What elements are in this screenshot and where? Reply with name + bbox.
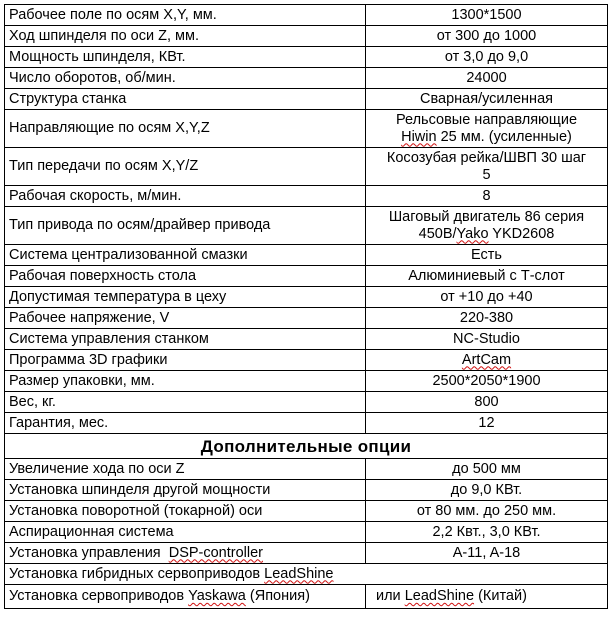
option-value-text: или (376, 588, 405, 604)
spec-value (366, 207, 608, 245)
spec-value-line: Рельсовые направляющие (395, 111, 578, 128)
spec-value: 800 (366, 392, 608, 413)
spec-name: Размер упаковки, мм. (5, 371, 366, 392)
spec-row-structure (5, 89, 608, 110)
spec-name: Ход шпинделя по оси Z, мм. (5, 26, 366, 47)
spec-value: от 3,0 до 9,0 (366, 47, 608, 68)
spec-row-lubrication (5, 245, 608, 266)
spec-name: Программа 3D графики (5, 350, 366, 371)
options-heading-row (5, 434, 608, 459)
spec-value-line: 25 мм. (усиленные) (436, 128, 572, 145)
spec-row-spindle-power (5, 47, 608, 68)
option-value: до 9,0 КВт. (366, 480, 608, 501)
spec-name: Гарантия, мес. (5, 413, 366, 434)
software-name: ArtCam (461, 351, 512, 368)
spec-value: от 300 до 1000 (366, 26, 608, 47)
spec-name: Система централизованной смазки (5, 245, 366, 266)
spec-value: Алюминиевый с Т-слот (366, 266, 608, 287)
spec-row-weight (5, 392, 608, 413)
option-name: Аспирационная система (5, 522, 366, 543)
spec-name: Направляющие по осям X,Y,Z (5, 110, 366, 148)
spec-name: Система управления станком (5, 329, 366, 350)
option-value: от 80 мм. до 250 мм. (366, 501, 608, 522)
specifications-table (4, 4, 608, 609)
spec-value: 2500*2050*1900 (366, 371, 608, 392)
option-name (5, 543, 366, 564)
spec-value (366, 148, 608, 186)
spec-value: 1300*1500 (366, 5, 608, 26)
spec-value: от +10 до +40 (366, 287, 608, 308)
brand-name: Hiwin (401, 128, 437, 145)
spec-row-table-surface (5, 266, 608, 287)
option-row-aspiration (5, 522, 608, 543)
spec-name: Тип привода по осям/драйвер привода (5, 207, 366, 245)
spec-name: Допустимая температура в цеху (5, 287, 366, 308)
option-value: 2,2 Квт., 3,0 КВт. (366, 522, 608, 543)
spec-row-warranty (5, 413, 608, 434)
spec-name: Рабочая скорость, м/мин. (5, 186, 366, 207)
spec-row-drive (5, 207, 608, 245)
option-name-text: (Япония) (245, 588, 310, 604)
spec-value: 12 (366, 413, 608, 434)
spec-name: Рабочая поверхность стола (5, 266, 366, 287)
spec-value (366, 350, 608, 371)
option-name-text: Установка гибридных сервоприводов (9, 565, 265, 582)
option-value: до 500 мм (366, 459, 608, 480)
spec-row-z-travel (5, 26, 608, 47)
option-row-rotary-axis (5, 501, 608, 522)
spec-name: Число оборотов, об/мин. (5, 68, 366, 89)
spec-row-speed (5, 186, 608, 207)
option-name-text: Установка сервоприводов (9, 588, 189, 604)
option-name (5, 564, 608, 585)
brand-name: DSP-controller (168, 544, 263, 561)
spec-value: 220-380 (366, 308, 608, 329)
brand-name: LeadShine (404, 588, 475, 604)
spec-name: Структура станка (5, 89, 366, 110)
option-row-z-travel (5, 459, 608, 480)
spec-value: 8 (366, 186, 608, 207)
option-name: Установка шпинделя другой мощности (5, 480, 366, 501)
brand-name: Yako (456, 225, 489, 242)
spec-row-3d-software (5, 350, 608, 371)
spec-value (366, 110, 608, 148)
spec-value-line: Шаговый двигатель 86 серия (388, 208, 585, 225)
spec-row-rpm (5, 68, 608, 89)
option-row-spindle (5, 480, 608, 501)
option-value: A-11, A-18 (366, 543, 608, 564)
option-name-text: Установка управления (9, 544, 169, 561)
spec-name: Вес, кг. (5, 392, 366, 413)
spec-value: 24000 (366, 68, 608, 89)
option-value-text: (Китай) (474, 588, 527, 604)
option-row-hybrid-servo (5, 564, 608, 585)
spec-name: Мощность шпинделя, КВт. (5, 47, 366, 68)
spec-row-transmission (5, 148, 608, 186)
option-row-dsp-controller (5, 543, 608, 564)
spec-value-line: 450B/ (418, 225, 457, 242)
spec-row-work-area (5, 5, 608, 26)
spec-value-line: Косозубая рейка/ШВП 30 шаг (386, 149, 587, 166)
option-row-servo (5, 585, 608, 609)
spec-name: Рабочее поле по осям X,Y, мм. (5, 5, 366, 26)
spec-row-temperature (5, 287, 608, 308)
spec-row-guides (5, 110, 608, 148)
option-name: Увеличение хода по оси Z (5, 459, 366, 480)
options-heading: Дополнительные опции (5, 434, 608, 459)
option-name (5, 585, 366, 609)
option-value (366, 585, 608, 609)
spec-value: Сварная/усиленная (366, 89, 608, 110)
spec-value-line: 5 (482, 166, 491, 183)
spec-value: Есть (366, 245, 608, 266)
brand-name: LeadShine (264, 565, 334, 582)
spec-row-voltage (5, 308, 608, 329)
spec-value-line: YKD2608 (488, 225, 555, 242)
spec-row-package-size (5, 371, 608, 392)
option-name: Установка поворотной (токарной) оси (5, 501, 366, 522)
spec-row-control-system (5, 329, 608, 350)
spec-name: Рабочее напряжение, V (5, 308, 366, 329)
spec-name: Тип передачи по осям X,Y/Z (5, 148, 366, 186)
spec-value: NC-Studio (366, 329, 608, 350)
brand-name: Yaskawa (188, 588, 246, 604)
